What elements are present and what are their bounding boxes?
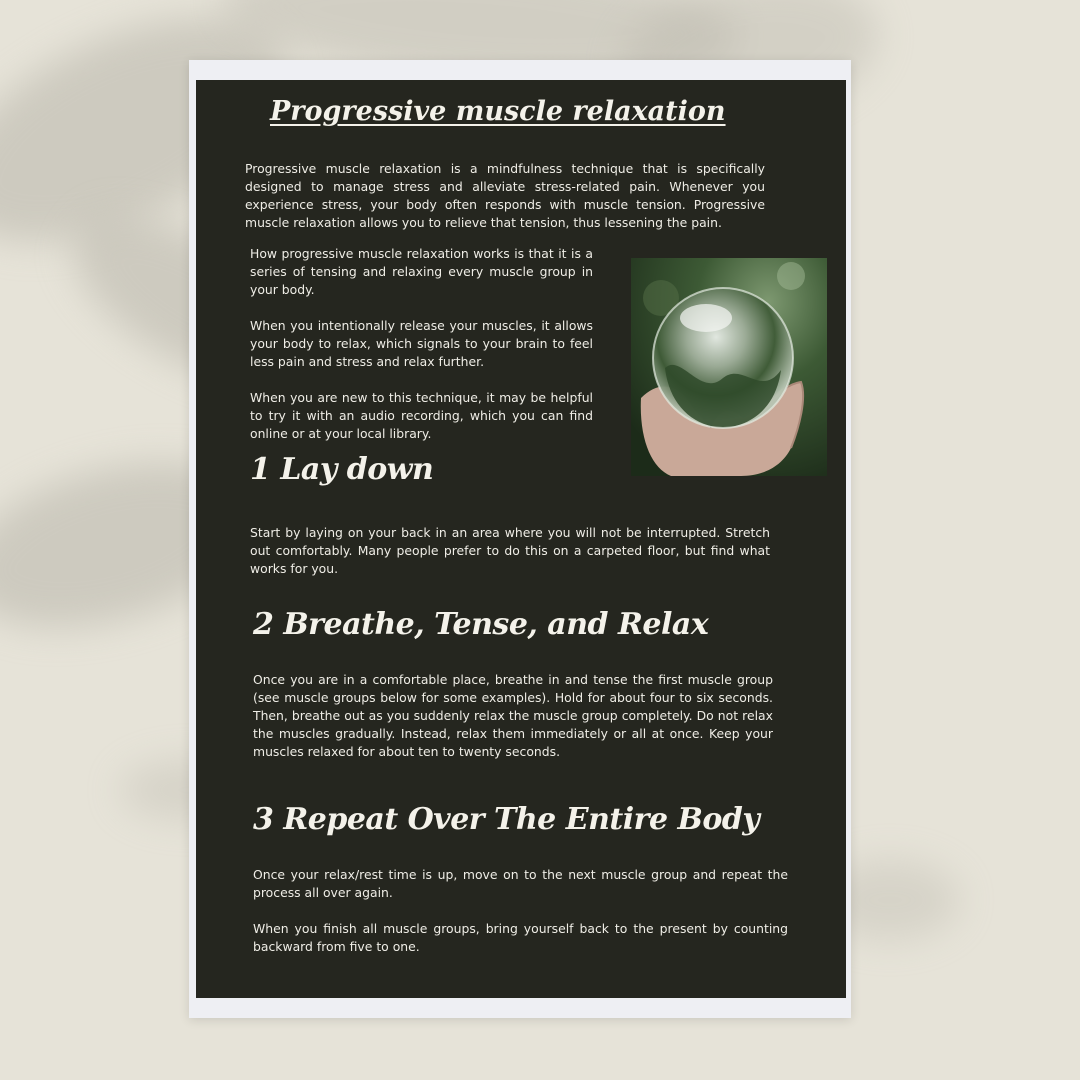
page-title: Progressive muscle relaxation — [270, 96, 726, 127]
step-heading: 3 Repeat Over The Entire Body — [253, 802, 760, 837]
glass-sphere-icon — [631, 258, 827, 476]
step-paragraph: Start by laying on your back in an area where you will not be interrupted. Stretch out comfortably. Many people prefer to do this on a carpeted floor, but find what works for you. — [250, 525, 770, 576]
column-paragraph: How progressive muscle relaxation works is that it is a series of tensing and relaxing every muscle group in your body. — [250, 246, 593, 297]
column-paragraph: When you are new to this technique, it may be helpful to try it with an audio recording, which you can find online or at your local library. — [250, 390, 593, 441]
intro-paragraph: Progressive muscle relaxation is a mindfulness technique that is specifically designed to manage stress and alleviate stress-related pain. Whenever you experience stress, your body often responds with muscle tension. Progressive muscle relaxation allows you to relieve that tension, thus lessening the pain. — [245, 161, 765, 230]
step-paragraph: Once your relax/rest time is up, move on to the next muscle group and repeat the process all over again. — [253, 867, 788, 900]
glass-sphere-photo — [631, 258, 827, 476]
column-paragraph: When you intentionally release your muscles, it allows your body to relax, which signals to your brain to feel less pain and stress and relax further. — [250, 318, 593, 369]
document-page — [196, 80, 846, 998]
step-paragraph: When you finish all muscle groups, bring yourself back to the present by counting backward from five to one. — [253, 921, 788, 954]
step-heading: 1 Lay down — [250, 452, 434, 487]
step-paragraph: Once you are in a comfortable place, breathe in and tense the first muscle group (see muscle groups below for some examples). Hold for about four to six seconds. Then, breathe out as you suddenly relax the muscle group completely. Do not relax the muscles gradually. Instead, relax them immediately or all at once. Keep your muscles relaxed for about ten to twenty seconds. — [253, 672, 773, 759]
step-heading: 2 Breathe, Tense, and Relax — [253, 607, 709, 642]
